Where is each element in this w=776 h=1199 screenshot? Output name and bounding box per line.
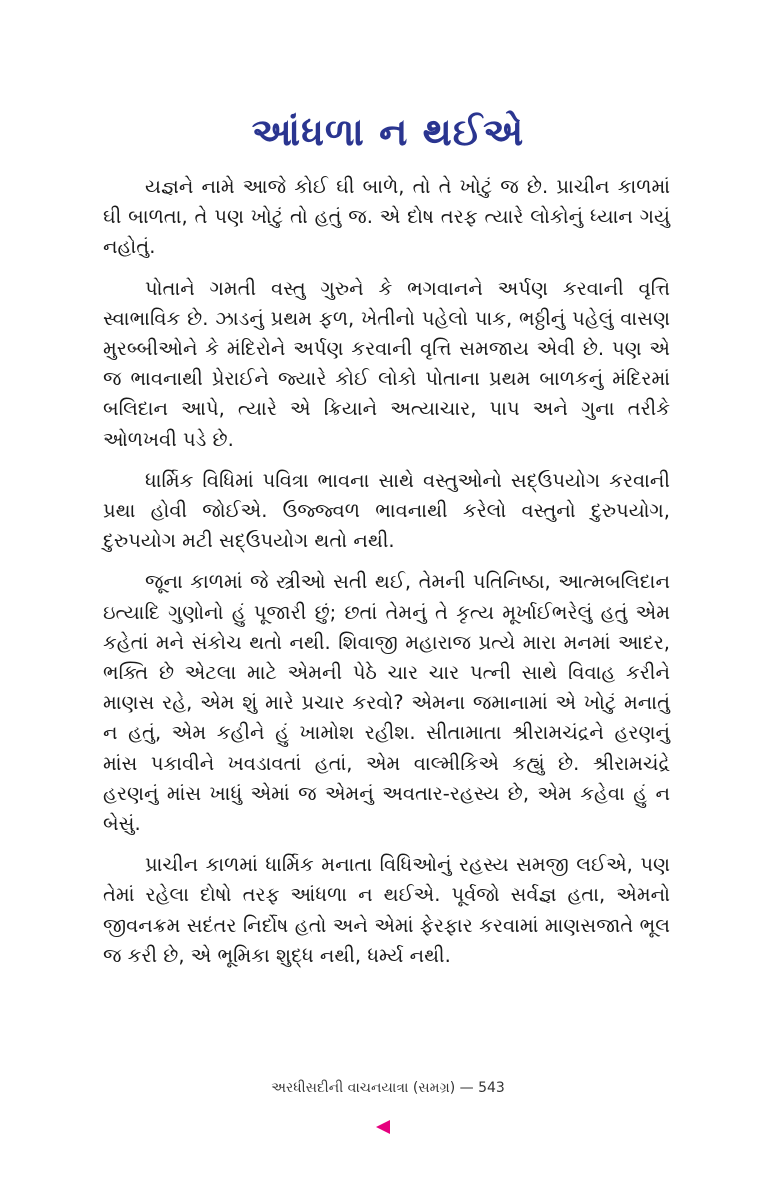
body-text — [103, 172, 670, 982]
page-title: આંધળા ન થઈએ — [251, 110, 525, 154]
paragraph-3: ધાર્મિક વિધિમાં પવિત્રા ભાવના સાથે વસ્તુઓનો સદ્ઉપયોગ કરવાની પ્રથા હોવી જોઈએ. ઉજ્જ્વળ ભાવનાથી કરેલો વસ્તુનો દુરુપયોગ, દુરુપયોગ મટી સદ્ઉપયોગ થતો નથી. — [103, 468, 670, 553]
previous-page-arrow-icon[interactable] — [376, 1120, 390, 1134]
paragraph-4: જૂના કાળમાં જે સ્ત્રીઓ સતી થઈ, તેમની પતિનિષ્ઠા, આત્મબલિદાન ઇત્યાદિ ગુણોનો હું પૂજારી છું; છતાં તેમનું તે કૃત્ય મૂર્ખાઈભરેલું હતું એમ કહેતાં મને સંકોચ થતો નથી. શિવાજી મહારાજ પ્રત્યે મારા મનમાં આદર, ભક્તિ છે એટલા માટે એમની પેઠે ચાર ચાર પત્ની સાથે વિવાહ કરીને માણસ રહે, એમ શું મારે પ્રચાર કરવો? એમના જમાનામાં એ ખોટું મનાતું ન હતું, એમ કહીને હું ખામોશ રહીશ. સીતામાતા શ્રીરામચંદ્રને હરણનું માંસ પકાવીને ખવડાવતાં હતાં, એમ વાલ્મીકિએ કહ્યું છે. શ્રીરામચંદ્રે હરણનું માંસ ખાધું એમાં જ એમનું અવતાર-રહસ્ય છે, એમ કહેવા હું ન બેસું. — [103, 570, 670, 836]
page-footer: અરધીસદીની વાચનયાત્રા (સમગ્ર) — 543 — [271, 1080, 505, 1096]
paragraph-5: પ્રાચીન કાળમાં ધાર્મિક મનાતા વિધિઓનું રહસ્ય સમજી લઈએ, પણ તેમાં રહેલા દોષો તરફ આંધળા ન થઈએ. પૂર્વજો સર્વજ્ઞ હતા, એમનો જીવનક્રમ સદંતર નિર્દોષ હતો અને એમાં ફેરફાર કરવામાં માણસજાતે ભૂલ જ કરી છે, એ ભૂમિકા શુદ્ધ નથી, ધર્મ્ય નથી. — [103, 853, 670, 967]
paragraph-1: યજ્ઞને નામે આજે કોઈ ઘી બાળે, તો તે ખોટું જ છે. પ્રાચીન કાળમાં ઘી બાળતા, તે પણ ખોટું તો હતું જ. એ દોષ તરફ ત્યારે લોકોનું ધ્યાન ગયું નહોતું. — [103, 175, 670, 259]
paragraph-2: પોતાને ગમતી વસ્તુ ગુરુને કે ભગવાનને અર્પણ કરવાની વૃત્તિ સ્વાભાવિક છે. ઝાડનું પ્રથમ ફળ, ખેતીનો પહેલો પાક, ભઠ્ઠીનું પહેલું વાસણ મુરબ્બીઓને કે મંદિરોને અર્પણ કરવાની વૃત્તિ સમજાય એવી છે. પણ એ જ ભાવનાથી પ્રેરાઈને જ્યારે કોઈ લોકો પોતાના પ્રથમ બાળકનું મંદિરમાં બલિદાન આપે, ત્યારે એ ક્રિયાને અત્યાચાર, પાપ અને ગુના તરીકે ઓળખવી પડે છે. — [103, 276, 671, 451]
